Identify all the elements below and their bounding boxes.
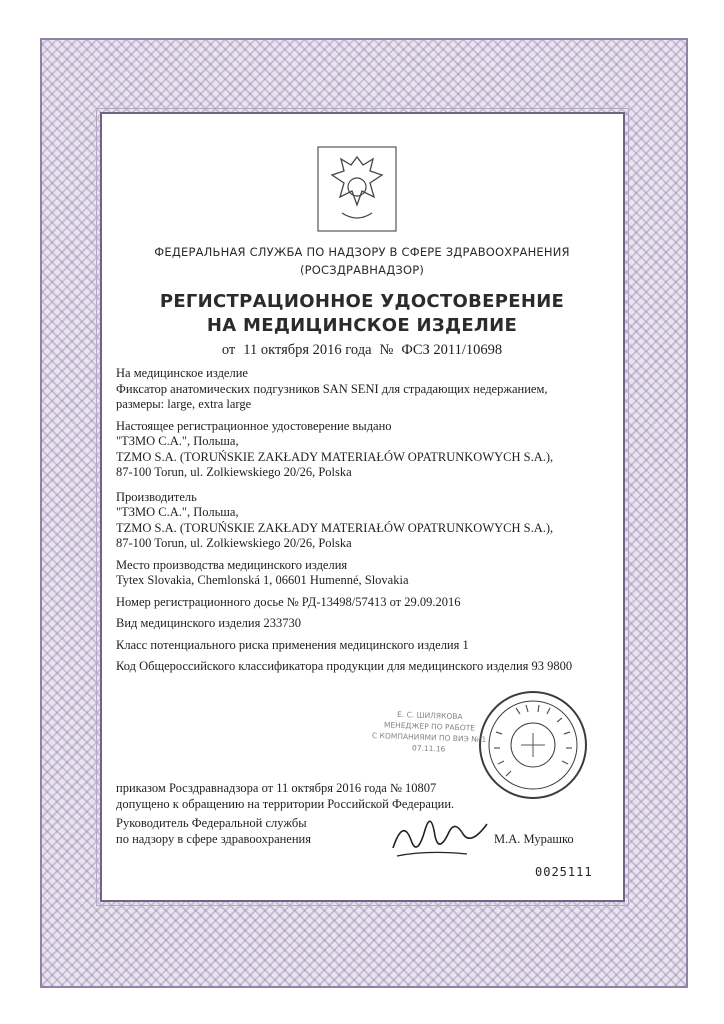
issued-to-line-2: TZMO S.A. (TORUŃSKIE ZAKŁADY MATERIAŁÓW OPATRUNKOWYCH S.A.), <box>116 449 554 464</box>
issued-to-line-3: 87-100 Torun, ul. Zolkiewskiego 20/26, Polska <box>116 465 352 479</box>
okp-code: Код Общероссийского классификатора продукции для медицинского изделия 93 9800 <box>116 659 573 673</box>
device-value-2: размеры: large, extra large <box>116 397 252 411</box>
stamp-line-2: МЕНЕДЖЕР ПО РАБОТЕ <box>383 720 476 733</box>
production-site-value: Tytex Slovakia, Chemlonská 1, 06601 Humenné, Slovakia <box>116 573 409 587</box>
manufacturer-block <box>116 490 616 552</box>
signatory-block <box>116 815 616 847</box>
device-block <box>116 366 616 413</box>
document-title <box>118 290 606 338</box>
serial-number: 0025111 <box>535 865 593 879</box>
production-site-block <box>116 558 616 589</box>
stamp-line-1: Е. С. ШИЛЯКОВА <box>396 709 463 722</box>
stamp-line-3: С КОМПАНИЯМИ ПО ВИЭ № 1 <box>371 731 487 744</box>
agency-name: ФЕДЕРАЛЬНАЯ СЛУЖБА ПО НАДЗОРУ В СФЕРЕ ЗДРАВООХРАНЕНИЯ <box>154 245 570 259</box>
certificate-number: ФСЗ 2011/10698 <box>401 342 503 358</box>
issued-to-line-1: "ТЗМО С.А.", Польша, <box>116 434 239 448</box>
date-prefix: от <box>221 342 236 358</box>
coat-of-arms-emblem <box>312 143 402 235</box>
certificate-details <box>116 366 616 681</box>
order-line-2: допущено к обращению на территории Российской Федерации. <box>116 797 455 811</box>
signatory-title-1: Руководитель Федеральной службы <box>116 816 307 830</box>
device-type: Вид медицинского изделия 233730 <box>116 616 301 630</box>
handwritten-signature <box>385 808 495 866</box>
manufacturer-line-3: 87-100 Torun, ul. Zolkiewskiego 20/26, Polska <box>116 536 352 550</box>
issue-date: 11 октября 2016 года <box>243 342 372 358</box>
stamp-line-4: 07.11.16 <box>411 743 446 754</box>
manufacturer-line-2: TZMO S.A. (TORUŃSKIE ZAKŁADY MATERIAŁÓW OPATRUNKOWYCH S.A.), <box>116 520 554 535</box>
manufacturer-line-1: "ТЗМО С.А.", Польша, <box>116 505 239 519</box>
agency-short-name: (РОСЗДРАВНАДЗОР) <box>299 263 425 277</box>
risk-class: Класс потенциального риска применения медицинского изделия 1 <box>116 637 469 652</box>
issue-date-line <box>118 342 606 359</box>
title-line-2: НА МЕДИЦИНСКОЕ ИЗДЕЛИЕ <box>206 315 518 336</box>
production-site-label: Место производства медицинского изделия <box>116 557 348 572</box>
issued-to-block <box>116 419 616 481</box>
manufacturer-label: Производитель <box>116 489 197 504</box>
order-line-1: приказом Росздравнадзора от 11 октября 2016 года № 10807 <box>116 781 437 795</box>
device-label: На медицинское изделие <box>116 366 248 380</box>
dossier-number: Номер регистрационного досье № РД-13498/57413 от 29.09.2016 <box>116 594 461 609</box>
number-sign: № <box>379 342 394 358</box>
agency-header <box>118 243 606 279</box>
signatory-name: М.А. Мурашко <box>494 832 574 846</box>
signatory-title-2: по надзору в сфере здравоохранения <box>116 832 311 846</box>
issued-to-label: Настоящее регистрационное удостоверение выдано <box>116 418 392 433</box>
device-value-1: Фиксатор анатомических подгузников SAN SENI для страдающих недержанием, <box>116 381 548 396</box>
title-line-1: РЕГИСТРАЦИОННОЕ УДОСТОВЕРЕНИЕ <box>159 291 565 312</box>
manager-stamp <box>369 708 489 772</box>
